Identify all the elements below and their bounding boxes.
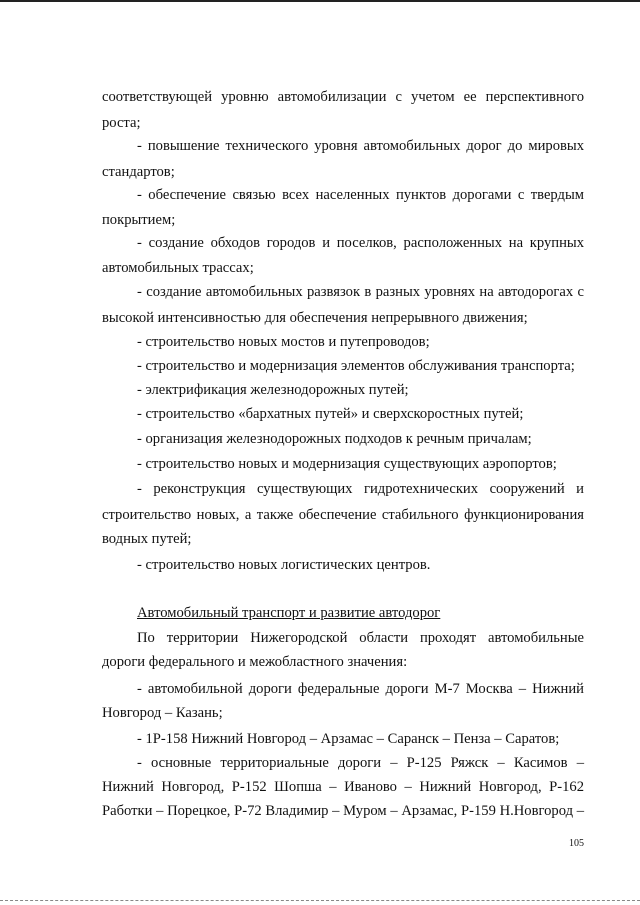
top-border-line [0, 0, 640, 2]
text-line: - создание обходов городов и поселков, расположенных на крупных [137, 235, 584, 251]
text-line: - строительство и модернизация элементов обслуживания транспорта; [137, 358, 575, 374]
text-line: - строительство новых мостов и путепроводов; [137, 334, 430, 350]
page-number: 105 [569, 838, 584, 849]
text-line: покрытием; [102, 212, 176, 228]
text-line: дороги федерального и межобластного значения: [102, 654, 408, 670]
text-line: - строительство новых логистических центров. [137, 557, 431, 573]
text-line: По территории Нижегородской области проходят автомобильные [137, 630, 584, 646]
text-line: - повышение технического уровня автомобильных дорог до мировых [137, 138, 584, 154]
text-line: - обеспечение связью всех населенных пунктов дорогами с твердым [137, 187, 584, 203]
text-line: - 1Р-158 Нижний Новгород – Арзамас – Саранск – Пенза – Саратов; [137, 731, 560, 747]
text-line: автомобильных трассах; [102, 260, 254, 276]
text-line: - реконструкция существующих гидротехнических сооружений и [137, 481, 584, 497]
text-line: - создание автомобильных развязок в разных уровнях на автодорогах с [137, 284, 584, 300]
text-line: высокой интенсивностью для обеспечения непрерывного движения; [102, 310, 528, 326]
bottom-border-line [0, 900, 640, 902]
section-heading: Автомобильный транспорт и развитие автодорог [137, 605, 441, 621]
text-line: стандартов; [102, 164, 175, 180]
text-line: - автомобильной дороги федеральные дороги М-7 Москва – Нижний [137, 681, 584, 697]
text-line: роста; [102, 115, 141, 131]
text-line: соответствующей уровню автомобилизации с учетом ее перспективного [102, 89, 584, 105]
text-line: - основные территориальные дороги – Р-125 Ряжск – Касимов – [137, 755, 584, 771]
text-line: - строительство «бархатных путей» и сверхскоростных путей; [137, 406, 524, 422]
text-line: - электрификация железнодорожных путей; [137, 382, 409, 398]
text-line: - строительство новых и модернизация существующих аэропортов; [137, 456, 557, 472]
text-line: Работки – Порецкое, Р-72 Владимир – Муром – Арзамас, Р-159 Н.Новгород – [102, 803, 584, 819]
text-line: водных путей; [102, 531, 192, 547]
text-line: - организация железнодорожных подходов к речным причалам; [137, 431, 532, 447]
text-line: Нижний Новгород, Р-152 Шопша – Иваново – Нижний Новгород, Р-162 [102, 779, 584, 795]
text-line: Новгород – Казань; [102, 705, 223, 721]
text-line: строительство новых, а также обеспечение стабильного функционирования [102, 507, 584, 523]
